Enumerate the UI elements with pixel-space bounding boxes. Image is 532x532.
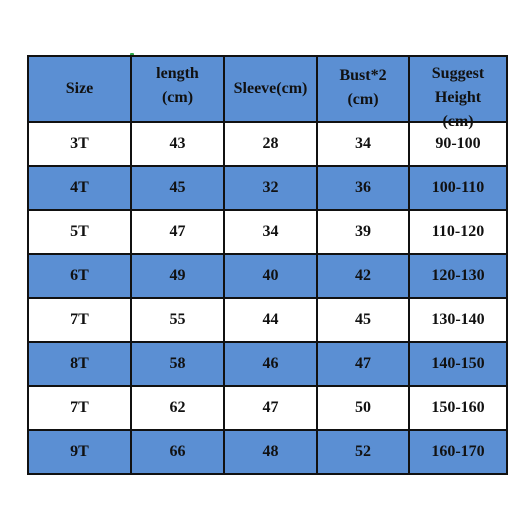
cell-sleeve: 44 — [224, 298, 317, 342]
cell-sleeve: 47 — [224, 386, 317, 430]
header-sleeve-label: Sleeve(cm) — [233, 80, 308, 97]
cell-size: 4T — [28, 166, 131, 210]
header-suggest-label: Suggest — [431, 65, 485, 82]
cell-height: 100-110 — [409, 166, 507, 210]
header-suggest-height — [409, 56, 507, 130]
header-height-label: Height — [434, 89, 482, 106]
header-length-unit: (cm) — [161, 89, 194, 106]
cell-height: 110-120 — [409, 210, 507, 254]
cell-height: 120-130 — [409, 254, 507, 298]
table-row — [28, 386, 507, 430]
header-size — [28, 56, 131, 122]
header-bust-unit: (cm) — [347, 91, 379, 108]
cell-bust: 50 — [317, 386, 409, 430]
table-row — [28, 210, 507, 254]
cell-sleeve: 32 — [224, 166, 317, 210]
cell-length: 62 — [131, 386, 224, 430]
cell-bust: 47 — [317, 342, 409, 386]
cell-bust: 52 — [317, 430, 409, 474]
cell-length: 49 — [131, 254, 224, 298]
cell-size: 6T — [28, 254, 131, 298]
cell-height: 160-170 — [409, 430, 507, 474]
cell-height: 140-150 — [409, 342, 507, 386]
cell-size: 7T — [28, 298, 131, 342]
cell-length: 45 — [131, 166, 224, 210]
cell-size: 8T — [28, 342, 131, 386]
cell-sleeve: 40 — [224, 254, 317, 298]
cell-size: 5T — [28, 210, 131, 254]
header-bust — [317, 56, 409, 122]
cell-bust: 34 — [317, 122, 409, 166]
cell-sleeve: 48 — [224, 430, 317, 474]
cell-bust: 45 — [317, 298, 409, 342]
cell-length: 43 — [131, 122, 224, 166]
header-bust-label: Bust*2 — [339, 67, 387, 84]
header-size-label: Size — [65, 80, 94, 97]
cell-bust: 42 — [317, 254, 409, 298]
header-row — [28, 56, 507, 122]
header-height-unit: (cm) — [442, 113, 474, 130]
table-row — [28, 254, 507, 298]
table-row — [28, 430, 507, 474]
cell-size: 3T — [28, 122, 131, 166]
cell-height: 130-140 — [409, 298, 507, 342]
cell-sleeve: 46 — [224, 342, 317, 386]
size-chart-table — [27, 55, 508, 475]
cell-sleeve: 34 — [224, 210, 317, 254]
cell-length: 58 — [131, 342, 224, 386]
header-length — [131, 56, 224, 122]
cell-height: 150-160 — [409, 386, 507, 430]
cell-sleeve: 28 — [224, 122, 317, 166]
header-sleeve — [224, 56, 317, 122]
cell-bust: 36 — [317, 166, 409, 210]
cell-length: 47 — [131, 210, 224, 254]
cell-length: 66 — [131, 430, 224, 474]
table-row — [28, 298, 507, 342]
table-row — [28, 166, 507, 210]
cell-size: 7T — [28, 386, 131, 430]
cell-bust: 39 — [317, 210, 409, 254]
table-row — [28, 342, 507, 386]
cell-length: 55 — [131, 298, 224, 342]
header-length-label: length — [156, 65, 199, 82]
cell-size: 9T — [28, 430, 131, 474]
cell-height: 90-100 — [409, 122, 507, 166]
